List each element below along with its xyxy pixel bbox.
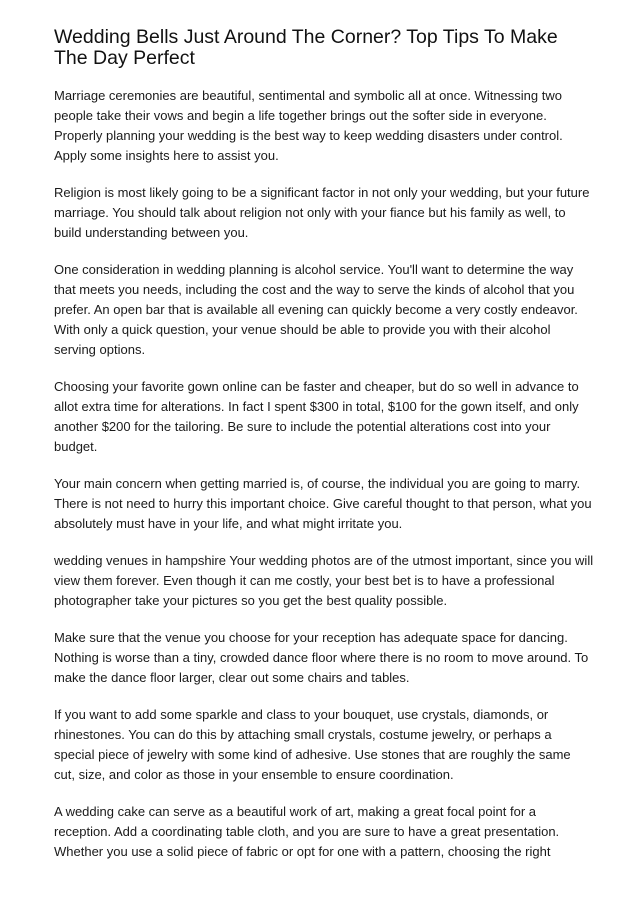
paragraph-4: Choosing your favorite gown online can be faster and cheaper, but do so well in advance to allot extra time for alterations. In fact I spent $300 in total, $100 for the gown itself, and only another $200 for the tailoring. Be sure to include the potential alterations cost into your budget. [54, 379, 579, 454]
paragraph-9: A wedding cake can serve as a beautiful work of art, making a great focal point for a reception. Add a coordinating table cloth, and you are sure to have a great presentation. Whether you use a solid piece of fabric or opt for one with a pattern, choosing the right [54, 804, 560, 859]
document-page [54, 27, 594, 879]
paragraph-6: wedding venues in hampshire Your wedding photos are of the utmost important, since you will view them forever. Even though it can me costly, your best bet is to have a professional photographer take your pictures so you get the best quality possible. [54, 553, 594, 608]
paragraph-1: Marriage ceremonies are beautiful, sentimental and symbolic all at once. Witnessing two people take their vows and begin a life together brings out the softer side in everyone. Properly planning your wedding is the best way to keep wedding disasters under control. Apply some insights here to assist you. [54, 88, 563, 163]
document-title: Wedding Bells Just Around The Corner? Top Tips To Make The Day Perfect [54, 26, 558, 69]
paragraph-8: If you want to add some sparkle and class to your bouquet, use crystals, diamonds, or rhinestones. You can do this by attaching small crystals, costume jewelry, or perhaps a special piece of jewelry with some kind of adhesive. Use stones that are roughly the same cut, size, and color as those in your ensemble to ensure coordination. [54, 707, 571, 782]
paragraph-7: Make sure that the venue you choose for your reception has adequate space for dancing. Nothing is worse than a tiny, crowded dance floor where there is no room to move around. To make the dance floor larger, clear out some chairs and tables. [54, 630, 589, 685]
paragraph-2: Religion is most likely going to be a significant factor in not only your wedding, but your future marriage. You should talk about religion not only with your fiance but his family as well, to build understanding between you. [54, 185, 590, 240]
paragraph-3: One consideration in wedding planning is alcohol service. You'll want to determine the way that meets you needs, including the cost and the way to serve the kinds of alcohol that you prefer. An open bar that is available all evening can quickly become a very costly endeavor. With only a quick question, your venue should be able to provide you with their alcohol serving options. [54, 262, 578, 357]
paragraph-5: Your main concern when getting married is, of course, the individual you are going to marry. There is not need to hurry this important choice. Give careful thought to that person, what you absolutely must have in your life, and what might irritate you. [54, 476, 592, 531]
